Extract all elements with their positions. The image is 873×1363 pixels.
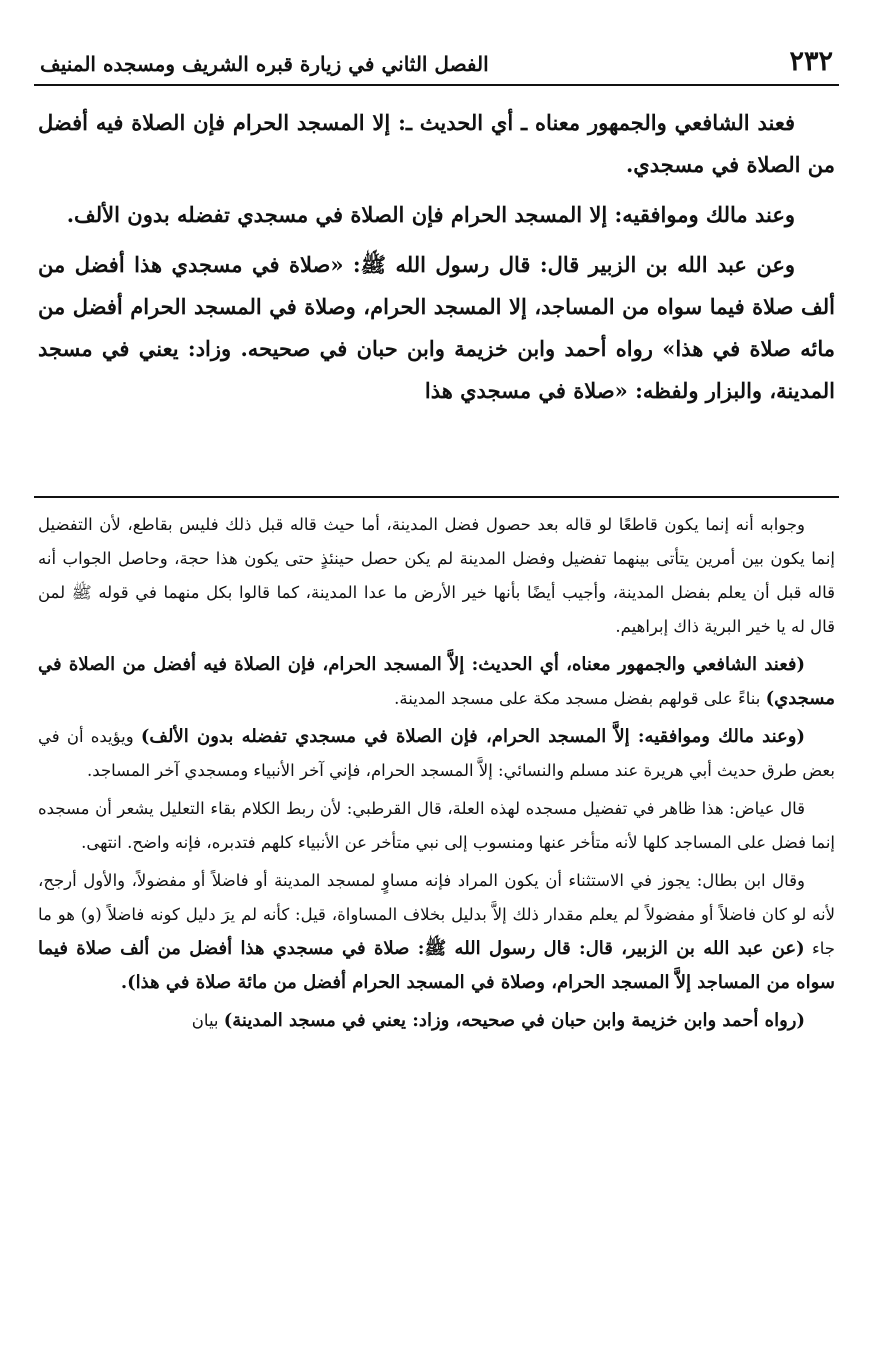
running-header: [34, 44, 839, 86]
note-paragraph-5: [38, 864, 835, 1000]
note-text: بيان: [191, 1011, 224, 1030]
note-paragraph-1: وجوابه أنه إنما يكون قاطعًا لو قاله بعد حصول فضل المدينة، أما حيث قاله قبل ذلك فليس بقاطع، لأن التفضيل إنما يكون بين أمرين يتأتى بينهما تفضيل وفضل المدينة لم يكن حصل حينئذٍ حتى يكون هذا حجة، وحاصل الجواب أنه قاله قبل أن يعلم بفضل المدينة، وأجيب أيضًا بأنها خير الأرض ما عدا المدينة، كما قالوا بكل منهما في قوله ﷺ لمن قال له يا خير البرية ذاك إبراهيم.: [38, 515, 835, 636]
note-text: وقال ابن بطال: يجوز في الاستثناء أن يكون المراد فإنه مساوٍ لمسجد المدينة أو فاضلاً أو مفضولاً، والأول أرجح، لأنه لو كان فاضلاً أو مفضولاً لم يعلم مقدار ذلك إلاَّ بدليل بخلاف المساواة، قيل: كأنه لم يرَ دليل كونه فاضلاً (و) هو ما جاء: [38, 871, 835, 958]
chapter-title: الفصل الثاني في زيارة قبره الشريف ومسجده المنيف: [40, 52, 489, 76]
main-paragraph-2: وعند مالك وموافقيه: إلا المسجد الحرام فإن الصلاة في مسجدي تفضله بدون الألف.: [66, 202, 795, 227]
main-paragraph-3: وعن عبد الله بن الزبير قال: قال رسول الله ﷺ: «صلاة في مسجدي هذا أفضل من ألف صلاة فيما سواه من المساجد، إلا المسجد الحرام، وصلاة في المسجد الحرام أفضل من مائه صلاة في هذا» رواه أحمد وابن خزيمة وابن حبان في صحيحه. وزاد: يعني في مسجد المدينة، والبزار ولفظه: «صلاة في مسجدي هذا: [38, 252, 836, 403]
quoted-text: (وعند مالك وموافقيه: إلاَّ المسجد الحرام، فإن الصلاة في مسجدي تفضله بدون الألف): [140, 726, 805, 747]
commentary: [38, 508, 835, 1042]
quoted-text: (عن عبد الله بن الزبير، قال: قال رسول الله ﷺ: صلاة في مسجدي هذا أفضل من ألف صلاة فيما سواه من المساجد إلاَّ المسجد الحرام، وصلاة في المسجد الحرام أفضل من مائة صلاة في هذا).: [38, 938, 835, 993]
page-number: ٢٣٢: [789, 46, 833, 77]
note-paragraph-3: [38, 720, 835, 788]
note-paragraph-6: [38, 1004, 835, 1038]
footnote-divider: [34, 496, 839, 498]
quoted-text: (رواه أحمد وابن خزيمة وابن حبان في صحيحه، وزاد: يعني في مسجد المدينة): [223, 1010, 805, 1031]
quoted-text: (فعند الشافعي والجمهور معناه، أي الحديث: إلاَّ المسجد الحرام، فإن الصلاة فيه أفضل من الصلاة في مسجدي): [38, 654, 835, 709]
note-paragraph-2: [38, 648, 835, 716]
note-paragraph-4: قال عياض: هذا ظاهر في تفضيل مسجده لهذه العلة، قال القرطبي: لأن ربط الكلام بقاء التعليل يشعر أن مسجده إنما فضل على المساجد كلها لأنه متأخر عنها ومنسوب إلى نبي متأخر عن الأنبياء كلهم فتدبره، فإنه واضح. انتهى.: [38, 799, 835, 852]
main-paragraph-1: فعند الشافعي والجمهور معناه ـ أي الحديث ـ: إلا المسجد الحرام فإن الصلاة فيه أفضل من الصلاة في مسجدي.: [38, 110, 835, 177]
note-text: ويؤيده أن في بعض طرق حديث أبي هريرة عند مسلم والنسائي: إلاَّ المسجد الحرام، فإني آخر الأنبياء ومسجدي آخر المساجد.: [38, 727, 835, 780]
note-text: بناءً على قولهم بفضل مسجد مكة على مسجد المدينة.: [394, 689, 766, 708]
main-text: [38, 102, 835, 420]
